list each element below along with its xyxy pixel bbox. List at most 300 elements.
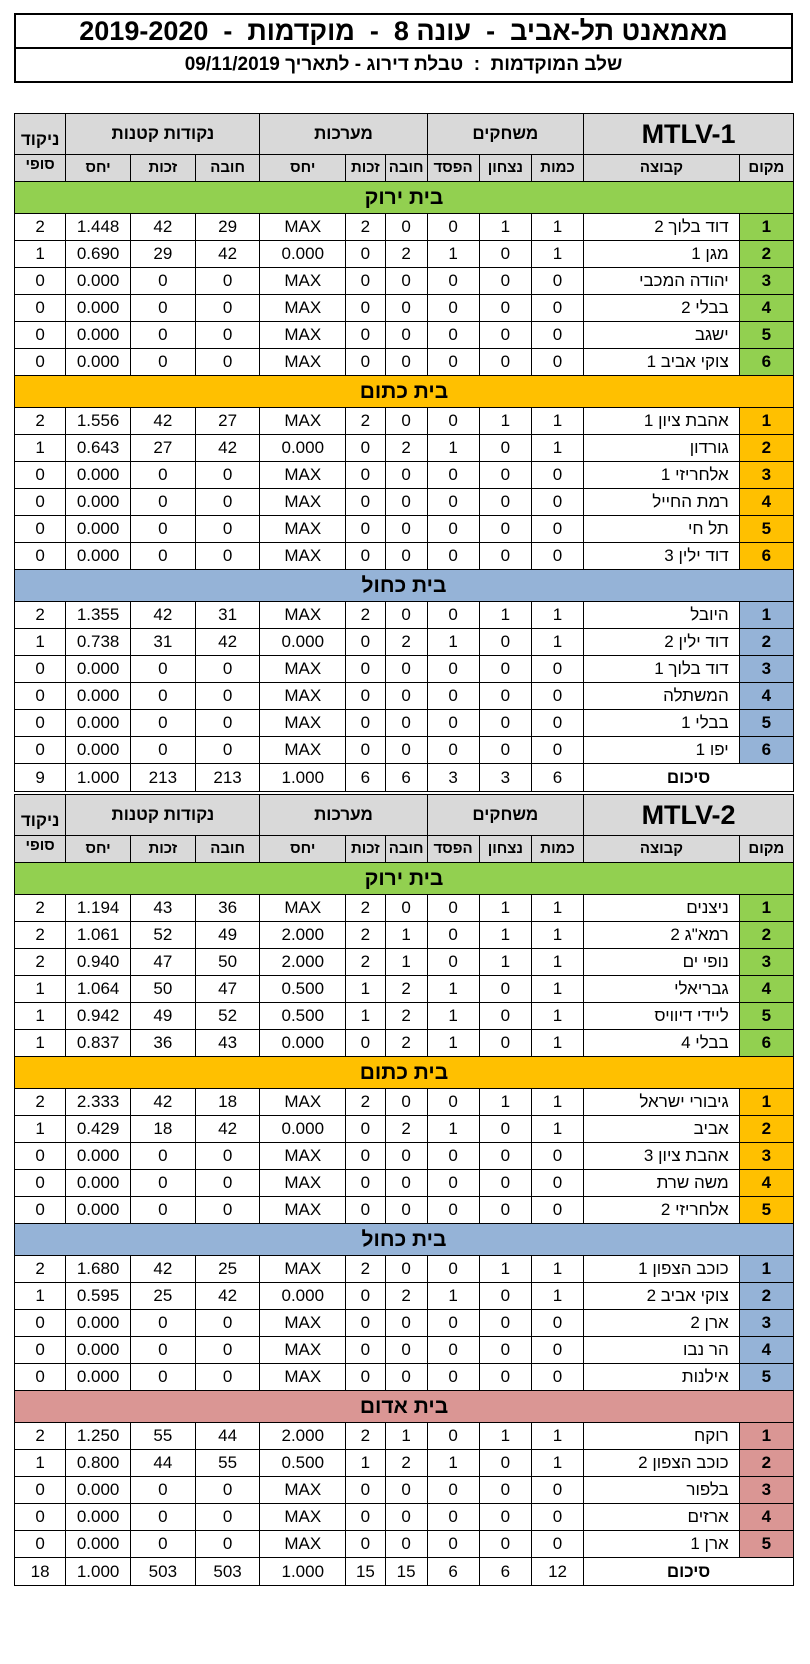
pts-for-cell: 52 bbox=[130, 922, 195, 949]
count-cell: 0 bbox=[531, 1504, 583, 1531]
place-cell: 2 bbox=[739, 1116, 793, 1143]
sets-for-cell: 0 bbox=[346, 516, 386, 543]
count-cell: 1 bbox=[531, 435, 583, 462]
lost-cell: 0 bbox=[427, 295, 479, 322]
team-cell: אילנות bbox=[584, 1364, 740, 1391]
pts-for-cell: 18 bbox=[130, 1116, 195, 1143]
team-cell: אלחריזי 2 bbox=[584, 1197, 740, 1224]
lost-cell: 0 bbox=[427, 1197, 479, 1224]
lost-cell: 0 bbox=[427, 710, 479, 737]
sets-for-cell: 0 bbox=[346, 1337, 386, 1364]
won-cell: 0 bbox=[479, 1283, 531, 1310]
sets-for-cell: 0 bbox=[346, 268, 386, 295]
lost-cell: 0 bbox=[427, 1477, 479, 1504]
header-count: כמות bbox=[531, 836, 583, 863]
pts-ratio-cell: 0.000 bbox=[66, 1170, 131, 1197]
place-cell: 4 bbox=[739, 683, 793, 710]
place-cell: 4 bbox=[739, 1170, 793, 1197]
header-won: נצחון bbox=[479, 836, 531, 863]
team-cell: אלחריזי 1 bbox=[584, 462, 740, 489]
sets-for-cell: 2 bbox=[346, 214, 386, 241]
sets-for-cell: 0 bbox=[346, 1170, 386, 1197]
lost-cell: 0 bbox=[427, 349, 479, 376]
pts-against-cell: 0 bbox=[195, 1477, 260, 1504]
place-cell: 4 bbox=[739, 489, 793, 516]
count-cell: 1 bbox=[531, 408, 583, 435]
place-cell: 1 bbox=[739, 214, 793, 241]
header-row-groups bbox=[15, 795, 794, 836]
pts-for-cell: 49 bbox=[130, 1003, 195, 1030]
place-cell: 3 bbox=[739, 1310, 793, 1337]
team-cell: המשתלה bbox=[584, 683, 740, 710]
team-cell: רוקח bbox=[584, 1423, 740, 1450]
table-row bbox=[15, 1450, 794, 1477]
final-cell: 0 bbox=[15, 349, 66, 376]
pts-against-cell: 0 bbox=[195, 1504, 260, 1531]
place-cell: 3 bbox=[739, 949, 793, 976]
sets-against-cell: 0 bbox=[385, 1364, 427, 1391]
pts-against-cell: 0 bbox=[195, 1143, 260, 1170]
count-cell: 1 bbox=[531, 214, 583, 241]
pts-ratio-cell: 0.000 bbox=[66, 683, 131, 710]
team-cell: ליידי דיוויס bbox=[584, 1003, 740, 1030]
pts-for-cell: 0 bbox=[130, 322, 195, 349]
place-cell: 5 bbox=[739, 516, 793, 543]
header-games: משחקים bbox=[427, 114, 584, 155]
team-cell: גורדון bbox=[584, 435, 740, 462]
standings-table-mtlv-1 bbox=[14, 113, 794, 792]
pts-for-cell: 50 bbox=[130, 976, 195, 1003]
table-row bbox=[15, 349, 794, 376]
team-cell: צוקי אביב 2 bbox=[584, 1283, 740, 1310]
final-cell: 0 bbox=[15, 322, 66, 349]
place-cell: 3 bbox=[739, 462, 793, 489]
count-cell: 1 bbox=[531, 1116, 583, 1143]
sets-ratio-cell: MAX bbox=[260, 1364, 346, 1391]
place-cell: 1 bbox=[739, 1256, 793, 1283]
pts-against-cell: 0 bbox=[195, 295, 260, 322]
summary-count: 6 bbox=[531, 764, 583, 792]
sets-for-cell: 0 bbox=[346, 1283, 386, 1310]
won-cell: 1 bbox=[479, 922, 531, 949]
lost-cell: 1 bbox=[427, 1283, 479, 1310]
pts-for-cell: 0 bbox=[130, 543, 195, 570]
lost-cell: 0 bbox=[427, 1170, 479, 1197]
pts-ratio-cell: 0.837 bbox=[66, 1030, 131, 1057]
pts-for-cell: 0 bbox=[130, 295, 195, 322]
final-cell: 0 bbox=[15, 1504, 66, 1531]
count-cell: 1 bbox=[531, 1030, 583, 1057]
pts-against-cell: 0 bbox=[195, 268, 260, 295]
place-cell: 3 bbox=[739, 1143, 793, 1170]
table-row bbox=[15, 683, 794, 710]
pts-against-cell: 27 bbox=[195, 408, 260, 435]
pts-ratio-cell: 1.448 bbox=[66, 214, 131, 241]
place-cell: 2 bbox=[739, 1450, 793, 1477]
won-cell: 0 bbox=[479, 1310, 531, 1337]
pts-ratio-cell: 0.000 bbox=[66, 543, 131, 570]
final-cell: 0 bbox=[15, 489, 66, 516]
sets-for-cell: 0 bbox=[346, 656, 386, 683]
won-cell: 1 bbox=[479, 895, 531, 922]
pts-against-cell: 18 bbox=[195, 1089, 260, 1116]
sets-against-cell: 0 bbox=[385, 895, 427, 922]
group-name: בית כתום bbox=[15, 1057, 794, 1089]
place-cell: 4 bbox=[739, 1504, 793, 1531]
final-cell: 0 bbox=[15, 1310, 66, 1337]
header-team: קבוצה bbox=[584, 836, 740, 863]
count-cell: 1 bbox=[531, 949, 583, 976]
final-cell: 1 bbox=[15, 435, 66, 462]
pts-ratio-cell: 1.355 bbox=[66, 602, 131, 629]
pts-ratio-cell: 0.000 bbox=[66, 268, 131, 295]
sets-against-cell: 2 bbox=[385, 1450, 427, 1477]
header-points: נקודות קטנות bbox=[66, 795, 260, 836]
lost-cell: 0 bbox=[427, 408, 479, 435]
table-row bbox=[15, 462, 794, 489]
header-points-ratio: יחס bbox=[66, 155, 131, 182]
table-row bbox=[15, 1477, 794, 1504]
final-cell: 1 bbox=[15, 629, 66, 656]
team-cell: כוכב הצפון 1 bbox=[584, 1256, 740, 1283]
won-cell: 0 bbox=[479, 683, 531, 710]
count-cell: 1 bbox=[531, 1256, 583, 1283]
sets-against-cell: 0 bbox=[385, 1504, 427, 1531]
lost-cell: 0 bbox=[427, 1504, 479, 1531]
table-row bbox=[15, 895, 794, 922]
pts-for-cell: 0 bbox=[130, 1310, 195, 1337]
sets-for-cell: 0 bbox=[346, 683, 386, 710]
pts-for-cell: 27 bbox=[130, 435, 195, 462]
league-title: MTLV-2 bbox=[584, 795, 794, 836]
lost-cell: 1 bbox=[427, 1450, 479, 1477]
sets-ratio-cell: 0.000 bbox=[260, 1283, 346, 1310]
lost-cell: 0 bbox=[427, 737, 479, 764]
summary-sets-against: 6 bbox=[385, 764, 427, 792]
final-cell: 1 bbox=[15, 1030, 66, 1057]
pts-against-cell: 43 bbox=[195, 1030, 260, 1057]
pts-against-cell: 0 bbox=[195, 543, 260, 570]
sets-against-cell: 0 bbox=[385, 1477, 427, 1504]
final-cell: 0 bbox=[15, 1364, 66, 1391]
place-cell: 6 bbox=[739, 543, 793, 570]
pts-against-cell: 0 bbox=[195, 1337, 260, 1364]
pts-against-cell: 31 bbox=[195, 602, 260, 629]
final-cell: 2 bbox=[15, 949, 66, 976]
header-won: נצחון bbox=[479, 155, 531, 182]
lost-cell: 1 bbox=[427, 435, 479, 462]
won-cell: 0 bbox=[479, 295, 531, 322]
team-cell: גבריאלי bbox=[584, 976, 740, 1003]
pts-ratio-cell: 1.680 bbox=[66, 1256, 131, 1283]
count-cell: 0 bbox=[531, 516, 583, 543]
table-row bbox=[15, 922, 794, 949]
header-final-line1: ניקוד bbox=[15, 795, 66, 836]
won-cell: 0 bbox=[479, 1003, 531, 1030]
count-cell: 0 bbox=[531, 1477, 583, 1504]
header-points: נקודות קטנות bbox=[66, 114, 260, 155]
summary-lost: 6 bbox=[427, 1558, 479, 1586]
group-header-row bbox=[15, 1224, 794, 1256]
pts-for-cell: 0 bbox=[130, 489, 195, 516]
team-cell: צוקי אביב 1 bbox=[584, 349, 740, 376]
final-cell: 0 bbox=[15, 1477, 66, 1504]
sets-ratio-cell: MAX bbox=[260, 602, 346, 629]
sets-ratio-cell: MAX bbox=[260, 1143, 346, 1170]
pts-ratio-cell: 1.556 bbox=[66, 408, 131, 435]
sets-against-cell: 0 bbox=[385, 322, 427, 349]
sets-against-cell: 0 bbox=[385, 602, 427, 629]
sets-against-cell: 0 bbox=[385, 1310, 427, 1337]
table-row bbox=[15, 408, 794, 435]
sets-ratio-cell: MAX bbox=[260, 295, 346, 322]
won-cell: 0 bbox=[479, 435, 531, 462]
count-cell: 0 bbox=[531, 543, 583, 570]
won-cell: 1 bbox=[479, 1089, 531, 1116]
sets-ratio-cell: MAX bbox=[260, 1337, 346, 1364]
sets-for-cell: 2 bbox=[346, 1256, 386, 1283]
team-cell: דוד ילין 2 bbox=[584, 629, 740, 656]
pts-ratio-cell: 0.690 bbox=[66, 241, 131, 268]
sets-ratio-cell: 0.000 bbox=[260, 629, 346, 656]
sets-ratio-cell: MAX bbox=[260, 683, 346, 710]
table-row bbox=[15, 1364, 794, 1391]
header-final-line2: סופי bbox=[15, 836, 66, 863]
count-cell: 0 bbox=[531, 1310, 583, 1337]
count-cell: 0 bbox=[531, 295, 583, 322]
final-cell: 2 bbox=[15, 895, 66, 922]
won-cell: 0 bbox=[479, 737, 531, 764]
pts-for-cell: 0 bbox=[130, 1504, 195, 1531]
place-cell: 2 bbox=[739, 241, 793, 268]
header-team: קבוצה bbox=[584, 155, 740, 182]
sets-ratio-cell: MAX bbox=[260, 1170, 346, 1197]
pts-against-cell: 0 bbox=[195, 1364, 260, 1391]
table-row bbox=[15, 602, 794, 629]
header-sets-against: חובה bbox=[385, 155, 427, 182]
sets-against-cell: 0 bbox=[385, 408, 427, 435]
lost-cell: 0 bbox=[427, 516, 479, 543]
table-row bbox=[15, 1030, 794, 1057]
team-cell: דוד בלוך 2 bbox=[584, 214, 740, 241]
sets-ratio-cell: MAX bbox=[260, 1197, 346, 1224]
group-header-row bbox=[15, 182, 794, 214]
team-cell: גיבורי ישראל bbox=[584, 1089, 740, 1116]
place-cell: 5 bbox=[739, 710, 793, 737]
won-cell: 1 bbox=[479, 1256, 531, 1283]
header-points-for: זכות bbox=[130, 155, 195, 182]
pts-for-cell: 0 bbox=[130, 1531, 195, 1558]
pts-against-cell: 0 bbox=[195, 737, 260, 764]
sets-ratio-cell: MAX bbox=[260, 1310, 346, 1337]
team-cell: נופי ים bbox=[584, 949, 740, 976]
summary-final: 9 bbox=[15, 764, 66, 792]
pts-for-cell: 0 bbox=[130, 268, 195, 295]
team-cell: מגן 1 bbox=[584, 241, 740, 268]
lost-cell: 0 bbox=[427, 1143, 479, 1170]
pts-against-cell: 0 bbox=[195, 462, 260, 489]
pts-for-cell: 43 bbox=[130, 895, 195, 922]
final-cell: 0 bbox=[15, 737, 66, 764]
sets-for-cell: 0 bbox=[346, 1197, 386, 1224]
header-place: מקום bbox=[739, 155, 793, 182]
count-cell: 0 bbox=[531, 656, 583, 683]
count-cell: 1 bbox=[531, 241, 583, 268]
place-cell: 6 bbox=[739, 1030, 793, 1057]
sets-against-cell: 0 bbox=[385, 1256, 427, 1283]
pts-against-cell: 0 bbox=[195, 1170, 260, 1197]
place-cell: 2 bbox=[739, 435, 793, 462]
lost-cell: 1 bbox=[427, 1116, 479, 1143]
team-cell: בלפור bbox=[584, 1477, 740, 1504]
pts-ratio-cell: 0.000 bbox=[66, 349, 131, 376]
table-row bbox=[15, 1143, 794, 1170]
won-cell: 0 bbox=[479, 1364, 531, 1391]
final-cell: 0 bbox=[15, 516, 66, 543]
sets-against-cell: 0 bbox=[385, 489, 427, 516]
lost-cell: 0 bbox=[427, 1423, 479, 1450]
lost-cell: 0 bbox=[427, 1337, 479, 1364]
header-sets-ratio: יחס bbox=[260, 155, 346, 182]
pts-ratio-cell: 0.643 bbox=[66, 435, 131, 462]
sets-against-cell: 0 bbox=[385, 516, 427, 543]
lost-cell: 0 bbox=[427, 268, 479, 295]
pts-against-cell: 0 bbox=[195, 710, 260, 737]
sets-ratio-cell: 0.000 bbox=[260, 1116, 346, 1143]
sets-ratio-cell: MAX bbox=[260, 489, 346, 516]
lost-cell: 0 bbox=[427, 1364, 479, 1391]
sets-ratio-cell: 2.000 bbox=[260, 922, 346, 949]
pts-against-cell: 0 bbox=[195, 349, 260, 376]
team-cell: אהבת ציון 3 bbox=[584, 1143, 740, 1170]
pts-for-cell: 0 bbox=[130, 1364, 195, 1391]
header-place: מקום bbox=[739, 836, 793, 863]
lost-cell: 1 bbox=[427, 1003, 479, 1030]
summary-sets-ratio: 1.000 bbox=[260, 764, 346, 792]
final-cell: 2 bbox=[15, 214, 66, 241]
sets-against-cell: 2 bbox=[385, 1116, 427, 1143]
final-cell: 1 bbox=[15, 1003, 66, 1030]
final-cell: 0 bbox=[15, 462, 66, 489]
pts-ratio-cell: 0.000 bbox=[66, 1504, 131, 1531]
sets-ratio-cell: MAX bbox=[260, 737, 346, 764]
lost-cell: 0 bbox=[427, 922, 479, 949]
sets-for-cell: 0 bbox=[346, 1504, 386, 1531]
sets-for-cell: 2 bbox=[346, 1423, 386, 1450]
pts-for-cell: 36 bbox=[130, 1030, 195, 1057]
sets-against-cell: 1 bbox=[385, 922, 427, 949]
place-cell: 3 bbox=[739, 268, 793, 295]
team-cell: בבלי 2 bbox=[584, 295, 740, 322]
pts-for-cell: 0 bbox=[130, 683, 195, 710]
pts-against-cell: 42 bbox=[195, 629, 260, 656]
group-name: בית ירוק bbox=[15, 182, 794, 214]
place-cell: 5 bbox=[739, 1364, 793, 1391]
sets-against-cell: 0 bbox=[385, 462, 427, 489]
sets-against-cell: 0 bbox=[385, 349, 427, 376]
table-row bbox=[15, 543, 794, 570]
header-sets-for: זכות bbox=[346, 155, 386, 182]
header-lost: הפסד bbox=[427, 836, 479, 863]
lost-cell: 0 bbox=[427, 602, 479, 629]
pts-against-cell: 0 bbox=[195, 489, 260, 516]
team-cell: אביב bbox=[584, 1116, 740, 1143]
won-cell: 0 bbox=[479, 1143, 531, 1170]
count-cell: 0 bbox=[531, 737, 583, 764]
count-cell: 1 bbox=[531, 1003, 583, 1030]
sets-ratio-cell: MAX bbox=[260, 1477, 346, 1504]
team-cell: משה שרת bbox=[584, 1170, 740, 1197]
lost-cell: 0 bbox=[427, 543, 479, 570]
table-row bbox=[15, 629, 794, 656]
sets-ratio-cell: MAX bbox=[260, 349, 346, 376]
pts-for-cell: 0 bbox=[130, 516, 195, 543]
place-cell: 2 bbox=[739, 922, 793, 949]
final-cell: 0 bbox=[15, 710, 66, 737]
count-cell: 0 bbox=[531, 462, 583, 489]
summary-won: 6 bbox=[479, 1558, 531, 1586]
pts-against-cell: 52 bbox=[195, 1003, 260, 1030]
count-cell: 1 bbox=[531, 1423, 583, 1450]
table-row bbox=[15, 489, 794, 516]
table-row bbox=[15, 1531, 794, 1558]
table-row bbox=[15, 241, 794, 268]
header-points-ratio: יחס bbox=[66, 836, 131, 863]
group-name: בית כחול bbox=[15, 570, 794, 602]
group-name: בית ירוק bbox=[15, 863, 794, 895]
sets-against-cell: 0 bbox=[385, 1531, 427, 1558]
final-cell: 1 bbox=[15, 976, 66, 1003]
place-cell: 2 bbox=[739, 1283, 793, 1310]
sets-ratio-cell: MAX bbox=[260, 1531, 346, 1558]
header-row-groups bbox=[15, 114, 794, 155]
sets-for-cell: 1 bbox=[346, 1450, 386, 1477]
place-cell: 1 bbox=[739, 1089, 793, 1116]
sets-against-cell: 2 bbox=[385, 241, 427, 268]
header-row-columns bbox=[15, 155, 794, 182]
final-cell: 0 bbox=[15, 1337, 66, 1364]
table-row bbox=[15, 656, 794, 683]
pts-ratio-cell: 1.061 bbox=[66, 922, 131, 949]
won-cell: 0 bbox=[479, 462, 531, 489]
sets-for-cell: 1 bbox=[346, 976, 386, 1003]
pts-ratio-cell: 0.000 bbox=[66, 1531, 131, 1558]
final-cell: 0 bbox=[15, 1197, 66, 1224]
place-cell: 3 bbox=[739, 656, 793, 683]
pts-for-cell: 0 bbox=[130, 1143, 195, 1170]
sets-for-cell: 2 bbox=[346, 922, 386, 949]
lost-cell: 0 bbox=[427, 322, 479, 349]
team-cell: רמא"ג 2 bbox=[584, 922, 740, 949]
sets-for-cell: 0 bbox=[346, 1364, 386, 1391]
pts-for-cell: 29 bbox=[130, 241, 195, 268]
summary-sets-against: 15 bbox=[385, 1558, 427, 1586]
won-cell: 0 bbox=[479, 1531, 531, 1558]
lost-cell: 0 bbox=[427, 1310, 479, 1337]
final-cell: 0 bbox=[15, 1170, 66, 1197]
won-cell: 0 bbox=[479, 1477, 531, 1504]
place-cell: 5 bbox=[739, 322, 793, 349]
final-cell: 2 bbox=[15, 1423, 66, 1450]
pts-against-cell: 55 bbox=[195, 1450, 260, 1477]
sets-against-cell: 0 bbox=[385, 1197, 427, 1224]
table-row bbox=[15, 737, 794, 764]
count-cell: 1 bbox=[531, 976, 583, 1003]
won-cell: 0 bbox=[479, 1170, 531, 1197]
summary-sets-for: 15 bbox=[346, 1558, 386, 1586]
pts-ratio-cell: 0.000 bbox=[66, 1477, 131, 1504]
pts-ratio-cell: 0.595 bbox=[66, 1283, 131, 1310]
